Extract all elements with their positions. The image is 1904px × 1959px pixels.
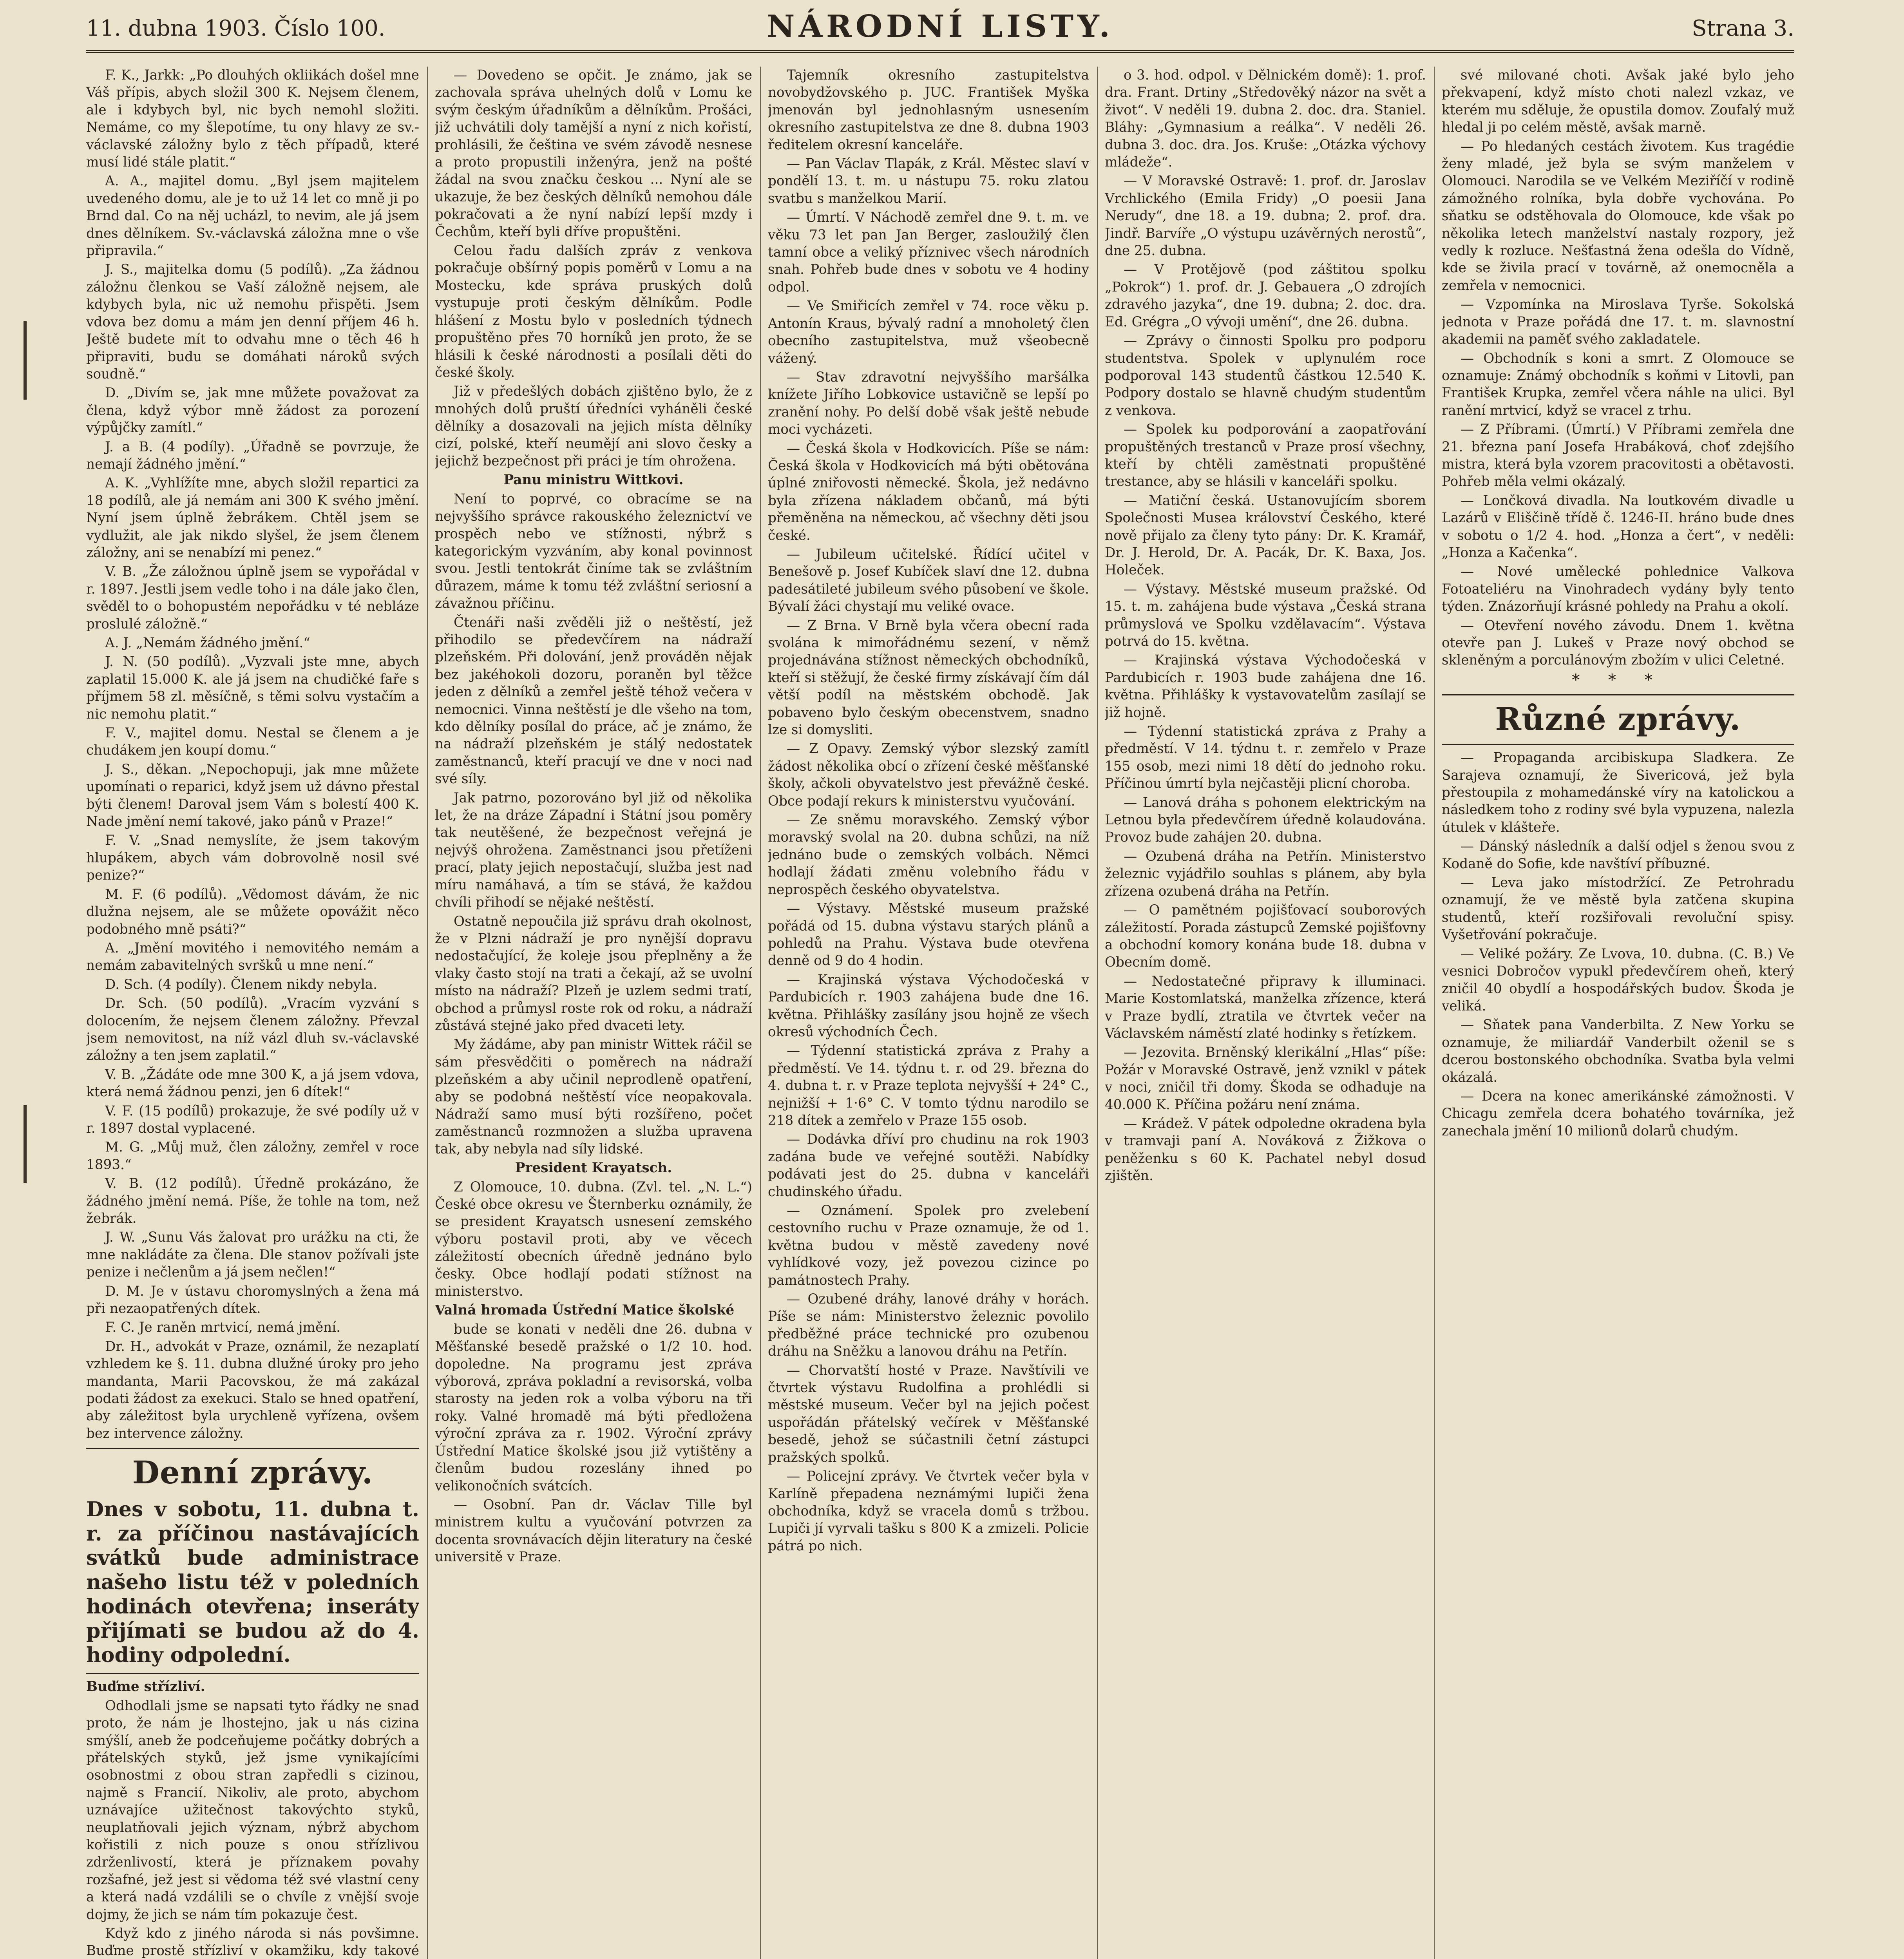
paragraph: — Úmrtí. V Náchodě zemřel dne 9. t. m. ve věku 73 let pan Jan Berger, zasloužilý člen tamní obce a veliký příznivec všech národních snah. Pohřeb bude dnes v sobotu ve 4 hodiny odpol. (768, 210, 1089, 295)
paragraph: o 3. hod. odpol. v Dělnickém domě): 1. prof. dra. Frant. Drtiny „Středověký názor na svět a život“. V neděli 19. dubna 2. doc. dra. Staniel. Bláhy: „Gymnasium a reálka“. V neděli 26. dubna 3. doc. dra. Jos. Kruše: „Otázka výchovy mládeže“. (1105, 67, 1426, 170)
misc-news-list (1442, 749, 1794, 1140)
paragraph: — Chorvatští hosté v Praze. Navštívili ve čtvrtek výstavu Rudolfina a prohlédli si městské museum. Večer byl na jejich počest uspořádán přátelský večírek v Měšťanské besedě, jehož se súčastnili četní zástupci pražských spolků. (768, 1362, 1089, 1465)
column-1 (86, 67, 419, 1959)
article-heading: President Krayatsch. (515, 1160, 672, 1176)
paragraph: — O pamětném pojišťovací souborových záležitostí. Porada zástupců Zemské pojišťovny a obchodní komory konána bude 18. dubna v Obecním domě. (1105, 902, 1426, 970)
section-title-denni-zpravy: Denní zprávy. (132, 1454, 373, 1491)
paragraph: — Spolek ku podporování a zaopatřování propuštěných trestanců v Praze prosí všechny, kteří by chtěli zaměstnati propuštěné trestance, aby se hlásili v kanceláři spolku. (1105, 422, 1426, 490)
paragraph: — Výstavy. Městské museum pražské. Od 15. t. m. zahájena bude výstava „Česká strana průmyslová ve Spolku vzdělavacím“. Výstava potrvá do 15. května. (1105, 581, 1426, 649)
column-3 (768, 67, 1089, 1959)
paragraph: V. F. (15 podílů) prokazuje, že své podíly už v r. 1897 dostal vyplacené. (86, 1103, 419, 1136)
paragraph: Ostatně nepoučila již správu drah okolnost, že v Plzni nádraží je pro nynější dopravu nedostačující, že koleje jsou přeplněny a že vlaky často stojí na trati a čekají, až se uvolní místo na nádraží? Plzeň je uzlem sedmi tratí, obchod a průmysl roste rok od roku, a nádraží zůstává stejné jako před dvaceti lety. (435, 913, 752, 1034)
paragraph: — Dánský následník a další odjel s ženou svou z Kodaně do Sofie, kde navštíví příbuzné. (1442, 838, 1794, 872)
paragraph: Tajemník okresního zastupitelstva novobydžovského p. JUC. František Myška jmenován byl jednohlasným usnesením okresního zastupitelstva ze dne 8. dubna 1903 ředitelem okresní kanceláře. (768, 67, 1089, 153)
paragraph: Celou řadu dalších zpráv z venkova pokračuje obšírný popis poměrů v Lomu a na Mostecku, kde správa pruských dolů vystupuje proti českým dělníkům. Podle hlášení z Mostu bylo v posledních týdnech propuštěno přes 70 horníků jen proto, že se hlásili k české národnosti a posílali děti do české školy. (435, 243, 752, 380)
paragraph: D. Sch. (4 podíly). Členem nikdy nebyla. (105, 976, 378, 992)
article-body (435, 491, 752, 1158)
paragraph: V. B. „Žádáte ode mne 300 K, a já jsem vdova, která nemá žádnou penzi, jen 6 dítek!“ (86, 1066, 419, 1100)
paragraph: — Zprávy o činnosti Spolku pro podporu studentstva. Spolek v uplynulém roce podporoval 143 studentů částkou 12.540 K. Podpory dostalo se hlavně chudým studentům z venkova. (1105, 333, 1426, 418)
reply-list (86, 67, 419, 1442)
paragraph: — Policejní zprávy. Ve čtvrtek večer byla v Karlíně přepadena neznámými lupiči žena obchodníka, když se vracela domů s tržbou. Lupiči jí vyrvali tašku s 800 K a zmizeli. Policie pátrá po nich. (768, 1468, 1089, 1554)
masthead (86, 7, 1794, 53)
paragraph: — Jubileum učitelské. Řídící učitel v Benešově p. Josef Kubíček slaví dne 12. dubna padesátileté jubileum svého působení ve škole. Bývalí žáci chystají mu veliké ovace. (768, 546, 1089, 615)
paragraph: F. K., Jarkk: „Po dlouhých okliikách došel mne Váš přípis, abych složil 300 K. Nejsem členem, ale i kdybych byl, nic bych nemohl složiti. Nemáme, co my šlepotíme, tu ony hlavy ze sv.-václavské záložny bylo z těch případů, které musí lidé stále platit.“ (86, 67, 419, 170)
paragraph: — Z Opavy. Zemský výbor slezský zamítl žádost několika obcí o zřízení české měšťanské školy, ačkoli obyvatelstvo jest převážně české. Obce podají rekurs k ministerstvu vyučování. (768, 741, 1089, 809)
paragraph: — Ve Smiřicích zemřel v 74. roce věku p. Antonín Kraus, bývalý radní a mnoholetý člen obecního zastupitelstva, muž všeobecně vážený. (768, 298, 1089, 366)
paragraph: — Sňatek pana Vanderbilta. Z New Yorku se oznamuje, že miliardář Vanderbilt oženil se s dcerou bostonského obchodníka. Svatba byla velmi okázalá. (1442, 1017, 1794, 1085)
paragraph: — Obchodník s koni a smrt. Z Olomouce se oznamuje: Známý obchodník s koňmi v Litovli, pan František Krupka, zemřel včera náhle na ulici. Byl ranění mrtvicí, když se vracel z trhu. (1442, 350, 1794, 418)
paragraph: své milované choti. Avšak jaké bylo jeho překvapení, když místo choti nalezl vzkaz, ve kterém mu sděluje, že opustila domov. Zoufalý muž hledal ji po celém městě, avšak marně. (1442, 67, 1794, 136)
paragraph: Z Olomouce, 10. dubna. (Zvl. tel. „N. L.“) České obce okresu ve Šternberku oznámily, že se president Krayatsch usnesení zemského výboru postavil proti, aby ve věcech záležitostí obecních úředně jednáno bylo česky. Obce hodlají podati stížnost na ministerstvo. (435, 1179, 752, 1300)
paragraph: — Oznámení. Spolek pro zvelebení cestovního ruchu v Praze oznamuje, že od 1. května budou v městě zavedeny nové vyhlídkové vozy, jež povezou cizince po památnostech Prahy. (768, 1203, 1089, 1288)
paragraph: V. B. „Že záložnou úplně jsem se vypořádal v r. 1897. Jestli jsem vedle toho i na dále jako člen, svěděl to o bohopustém nepořádku v té nebláze proslulé záložně.“ (86, 564, 419, 632)
paragraph: — V Moravské Ostravě: 1. prof. dr. Jaroslav Vrchlického (Emila Fridy) „O poesii Jana Nerudy“, dne 18. a 19. dubna; 2. prof. dra. Jindř. Barvíře „O výstupu uzávěrných nerostů“, dne 25. dubna. (1105, 173, 1426, 259)
paragraph: — Veliké požáry. Ze Lvova, 10. dubna. (C. B.) Ve vesnici Dobročov vypukl předevčírem oheň, který zničil 40 obydlí a hospodářských budov. Škoda je veliká. (1442, 946, 1794, 1014)
paragraph: J. N. (50 podílů). „Vyzvali jste mne, abych zaplatil 15.000 K. ale já jsem na chudičké faře s příjmem 58 zl. měsíčně, s těmi solvu vystačím a nic nemohu platit.“ (86, 654, 419, 722)
paragraph: A. J. „Nemám žádného jmění.“ (105, 635, 310, 651)
paragraph: J. S., děkan. „Nepochopuji, jak mne můžete upomínati o reparici, když jsem už dávno přestal býti členem! Daroval jsem Vám s bolestí 400 K. Nade jmění nemí takové, jako pánů v Praze!“ (86, 761, 419, 830)
paragraph: — Pan Václav Tlapák, z Král. Městec slaví v pondělí 13. t. m. u nástupu 75. roku zlatou svatbu s manželkou Marií. (768, 156, 1089, 206)
paragraph: My žádáme, aby pan ministr Wittek ráčil se sám přesvědčiti o poměrech na nádraží plzeňském a aby učinil neprodleně opatření, aby se podobná neštěstí více neopakovala. Nádraží samo musí býti rozšířeno, počet zaměstnanců rozmnožen a služba upravena tak, aby nebyla nad síly lidské. (435, 1037, 752, 1157)
paragraph: — Z Příbrami. (Úmrtí.) V Příbrami zemřela dne 21. března paní Josefa Hrabáková, choť zdejšího mistra, která byla vzorem pracovitosti a obětavosti. Pohřeb měla velmi okázalý. (1442, 422, 1794, 490)
paragraph: J. a B. (4 podíly). „Úřadně se povrzuje, že nemají žádného jmění.“ (86, 439, 419, 472)
paragraph: — Z Brna. V Brně byla včera obecní rada svolána k mimořádnému sezení, v němž projednávána stížnost německých obchodníků, kteří si stěžují, že české firmy získávají čím dál větší podíl na městském obchodě. Jak pobaveno bylo českým obecenstvem, snadno lze si domysliti. (768, 617, 1089, 738)
column-rule (760, 67, 761, 1959)
section-title-ruzne-zpravy: Různé zprávy. (1495, 701, 1741, 738)
paragraph: Dr. Sch. (50 podílů). „Vracím vyzvání s dolocením, že nejsem členem záložny. Převzal jsem nemovitost, na níž vázl dluh sv.-václavské záložny a ten jsem zaplatil.“ (86, 996, 419, 1064)
binding-edge (24, 86, 35, 1959)
column-rule (1097, 67, 1098, 1959)
paragraph: — Dcera na konec amerikánské zámožnosti. V Chicagu zemřela dcera bohatého továrníka, jež zanechala jmění 10 milionů dolarů chudým. (1442, 1088, 1794, 1139)
news-list (768, 67, 1089, 1555)
paragraph: — Dovedeno se opčit. Je známo, jak se zachovala správa uhelných dolů v Lomu ke svým českým úřadníkům a dělníkům. Prošáci, již uchvátili doly tamější a nyní z nich kořistí, prohlásili, že čeština ve svém závodě nesnese a proto propustili inženýra, jenž na pošté žádal na svou značku českou ... Nyní ale se ukazuje, že bez českých dělníků nemohou dále pokračovati a že nyní nabízí lepší mzdy i Čechům, kteří byli dříve propuštěni. (435, 67, 752, 240)
paragraph: F. V., majitel domu. Nestal se členem a je chudákem jen koupí domu.“ (86, 725, 419, 759)
column-rule (427, 67, 428, 1959)
paragraph: — Nové umělecké pohlednice Valkova Fotoateliéru na Vinohradech vydány byly tento týden. Znázorňují krásné pohledy na Prahu a okolí. (1442, 564, 1794, 615)
paragraph: — Stav zdravotní nejvyššího maršálka knížete Jiřího Lobkovice ustavičně se lepší po zranění nohy. Po delší době však ještě nebude moci vycházeti. (768, 369, 1089, 438)
paragraph: — Vzpomínka na Miroslava Tyrše. Sokolská jednota v Praze pořádá dne 17. t. m. slavnostní akademii na paměť svého zakladatele. (1442, 297, 1794, 348)
paragraph: Odhodlali jsme se napsati tyto řádky ne snad proto, že nám je lhostejno, jak u nás cizina smýšlí, aneb že podceňujeme počátky dobrých a přátelských styků, jež jsme vynikajícími osobnostmi z obou stran zapředli s cizinou, najmě s Francií. Nikoliv, ale proto, abychom uznávajíce užitečnost takovýchto styků, neuplatňovali jejich význam, nýbrž abychom kořistili z nich pouze s onou střízlivou zdrženlivostí, která je příznakem povahy rozšafné, jež jest si vědoma též své vlastní ceny a která nadá vzdálili se o chvíle z vnější svoje dojmy, že jich se nám tím pokazuje čest. (86, 1698, 419, 1923)
paragraph: — V Protějově (pod záštitou spolku „Pokrok“) 1. prof. dr. J. Gebauera „O zdrojích zdravého jazyka“, dne 19. dubna; 2. doc. dra. Ed. Grégra „O vývoji umění“, dne 26. dubna. (1105, 262, 1426, 330)
paragraph: F. C. Je raněn mrtvicí, nemá jmění. (105, 1320, 341, 1336)
news-list (1442, 67, 1794, 669)
paragraph: — Matiční česká. Ustanovujícím sborem Společnosti Musea království Českého, které nově přijalo za členy tyto pány: Dr. K. Kramář, Dr. J. Herold, Dr. A. Pacák, Dr. K. Baxa, Jos. Holeček. (1105, 492, 1426, 578)
paragraph: — Krádež. V pátek odpoledne okradena byla v tramvaji paní A. Nováková z Žižkova o peněženku s 60 K. Pachatel nebyl dosud zjištěn. (1105, 1115, 1426, 1184)
paragraph: — Leva jako místodržící. Ze Petrohradu oznamují, že ve městě byla zatčena skupina studentů, kteří rozšiřovali revoluční spisy. Vyšetřování pokračuje. (1442, 875, 1794, 943)
paragraph: Když kdo z jiného národa si nás povšimne. Buďme prostě střízliví v okamžiku, kdy takové (86, 1925, 419, 1959)
paragraph: — Po hledaných cestách životem. Kus tragédie ženy mladé, jež byla se svým manželem v Olomouci. Narodila se ve Velkém Meziříčí v rodině zámožného rolníka, byla dobře vychována. Po sňatku se odstěhovala do Olomouce, kde však po několika letech manželství nastaly rozpory, jež vedly k rozluce. Nešťastná žena odešla do Vídně, kde se živila prací v továrně, až onemocněla a zemřela v nemocnici. (1442, 138, 1794, 293)
column-4 (1105, 67, 1426, 1959)
paragraph: — Výstavy. Městské museum pražské pořádá od 15. dubna výstavu starých plánů a pohledů na Prahu. Výstava bude otevřena denně od 9 do 4 hodin. (768, 901, 1089, 969)
paragraph: — Lanová dráha s pohonem elektrickým na Letnou byla předevčírem úředně kolaudována. Provoz bude zahájen 20. dubna. (1105, 795, 1426, 846)
paragraph: — Lončková divadla. Na loutkovém divadle u Lazárů v Eliščině třídě č. 1246-II. hráno bude dnes v sobotu o 1/2 4. hod. „Honza a čert“, v neděli: „Honza a Kačenka“. (1442, 492, 1794, 561)
article-heading: Valná hromada Ústřední Matice školské (435, 1302, 735, 1318)
article-body (435, 1496, 752, 1566)
paragraph: Čtenáři naši zvěděli již o neštěstí, jež přihodilo se předevčírem na nádraží plzeňském. Při dolování, jenž prováděn nějak bez jakéhokoli dozoru, poraněn byl těžce jeden z dělníků a zemřel ještě téhož večera v nemocnici. Vinna neštěstí je dle všeho na tom, kdo dělníky posílal do práce, ač je známo, že na nádraží plzeňském je stálý nedostatek zaměstnanců, kteří pracují ve dne v noci nad své síly. (435, 614, 752, 787)
newspaper-title: NÁRODNÍ LISTY. (767, 9, 1114, 44)
paragraph: — Týdenní statistická zpráva z Prahy a předměstí. V 14. týdnu t. r. zemřelo v Praze 155 osob, mezi nimi 18 dětí do jednoho roku. Příčinou úmrtí byla nejčastěji plicní choroba. (1105, 724, 1426, 792)
paragraph: V. B. (12 podílů). Úředně prokázáno, že žádného jmění nemá. Píše, že tohle na tom, než žebrák. (86, 1176, 419, 1226)
paragraph: — Dodávka dříví pro chudinu na rok 1903 zadána bude ve veřejné soutěži. Nabídky podávati jest do 25. dubna v kanceláři chudinského úřadu. (768, 1132, 1089, 1200)
paragraph: A. „Jmění movitého i nemovitého nemám a nemám zabavitelných svršků u mne není.“ (86, 940, 419, 974)
paragraph: — Nedostatečné připravy k illuminaci. Marie Kostomlatská, manželka zřízence, která v Praze bydlí, ztratila ve čtvrtek večer na Václavském náměstí zlaté hodinky s řetízkem. (1105, 973, 1426, 1041)
paragraph: F. V. „Snad nemyslíte, že jsem takovým hlupákem, abych vám dobrovolně nosil své penize?“ (86, 833, 419, 884)
paragraph: — Ze sněmu moravského. Zemský výbor moravský svolal na 20. dubna schůzi, na níž jednáno bude o zemských volbách. Němci hodlají žádati změnu volebního řádu v neprospěch českého obyvatelstva. (768, 812, 1089, 898)
separator-stars: * * * (1572, 671, 1664, 689)
article-heading: Panu ministru Wittkovi. (503, 472, 684, 488)
column-2 (435, 67, 752, 1959)
column-rule (1434, 67, 1435, 1959)
article-body (86, 1697, 419, 1959)
paragraph: — Ozubené dráhy, lanové dráhy v horách. Píše se nám: Ministerstvo železnic povolilo předběžné práce technické pro ozubenou dráhu na Sněžku a lanovou dráhu na Petřín. (768, 1291, 1089, 1360)
column-5 (1442, 67, 1794, 1959)
paragraph: — Otevření nového závodu. Dnem 1. května otevře pan J. Lukeš v Praze nový obchod se skleněným a porculánovým zbožím v ulici Celetné. (1442, 617, 1794, 668)
paragraph: J. S., majitelka domu (5 podílů). „Za žádnou záložnu členkou se Vaší záložně nejsem, ale kdybych byla, nic už nemohu přispěti. Jsem vdova bez domu a mám jen denní příjem 46 h. Ještě budete mít to odvahu mne o těch 46 h připraviti, budu se domáhati nároků svých soudně.“ (86, 262, 419, 382)
paragraph: Není to poprvé, co obracíme se na nejvyššího správce rakouského železnictví ve prospěch nebo ve stížnosti, nýbrž s kategorickým vyzváním, aby konal povinnost svou. Jestli tentokrát činíme tak se zvláštním důrazem, máme k tomu též zvláštní seriosní a závažnou příčinu. (435, 491, 752, 612)
news-list (1105, 67, 1426, 1185)
paragraph: — Ozubená dráha na Petřín. Ministerstvo železnic vyjádřilo souhlas s plánem, aby byla zřízena ozubená dráha na Petřín. (1105, 848, 1426, 899)
paragraph: D. M. Je v ústavu choromyslných a žena má při nezaopatřených dítek. (86, 1283, 419, 1317)
paragraph: A. K. „Vyhlížíte mne, abych složil repartici za 18 podílů, ale já nemám ani 300 K svého jmění. Nyní jsem úplně žebrákem. Chtěl jsem se vydlužit, ale jak nikdo slyšel, že jsem členem záložny, ani se nenabízí mi penez.“ (86, 475, 419, 561)
administration-notice: Dnes v sobotu, 11. dubna t. r. za příčinou nastávajících svátků bude administrace našeho listu též v poledních hodinách otevřena; inseráty přijímati se budou až do 4. hodiny odpolední. (86, 1497, 419, 1668)
issue-date: 11. dubna 1903. Číslo 100. (86, 16, 386, 41)
paragraph: J. W. „Sunu Vás žalovat pro urážku na cti, že mne nakládáte za člena. Dle stanov požívali jste penize i nečlenům a já jsem nečlen!“ (86, 1229, 419, 1280)
paragraph: Jak patrno, pozorováno byl již od několika let, že na dráze Západní i Státní jsou poměry tak neutěšené, že bezpečnost veřejná je nejvýš ohrožena. Zaměstnanci jsou přetíženi prací, platy jejich nepostačují, služba jest nad míru namáhavá, a tím se stává, že každou chvíli přihodí se nějaké neštěstí. (435, 790, 752, 911)
paragraph: — Jezovita. Brněnský klerikální „Hlas“ píše: Požár v Moravské Ostravě, jenž vznikl v pátek v noci, zničil tři domy. Škoda se odhaduje na 40.000 K. Příčina požáru není známa. (1105, 1045, 1426, 1113)
paragraph: A. A., majitel domu. „Byl jsem majitelem uvedeného domu, ale je to už 14 let co mně ji po Brnd dal. Co na něj ucházl, to nevim, ale já jsem dnes dělníkem. Sv.-václavská záložna mne o vše připravila.“ (86, 173, 419, 259)
paragraph: D. „Divím se, jak mne můžete považovat za člena, když výbor mně žádost za porození výpůjčky zamítl.“ (86, 385, 419, 436)
paragraph: M. F. (6 podílů). „Vědomost dávám, že nic dlužna nejsem, ale se můžete opovážit něco podobného mně psáti?“ (86, 886, 419, 937)
article-heading: Buďme střízliví. (86, 1679, 205, 1695)
article-body (435, 1321, 752, 1495)
paragraph: bude se konati v neděli dne 26. dubna v Měšťanské besedě pražské o 1/2 10. hod. dopoledne. Na programu jest zpráva výborová, zpráva pokladní a revisorská, volba starosty na jeden rok a volba výboru na tři roky. Valné hromadě má býti předložena výroční zpráva za r. 1902. Výroční zprávy Ústřední Matice školské jsou již vytištěny a členům budou rozeslány ihned po velikonočních svátcích. (435, 1321, 752, 1494)
paragraph: Dr. H., advokát v Praze, oznámil, že nezaplatí vzhledem ke §. 11. dubna dlužné úroky pro jeho mandanta, Marii Pacovskou, že má zakázal podati žádost za exekuci. Stalo se hned opatření, aby záležitost byla urychleně vyřízena, ovšem bez intervence záložny. (86, 1338, 419, 1441)
paragraph: Již v předešlých dobách zjištěno bylo, že z mnohých dolů pruští úředníci vyháněli české dělníky a dosazovali na jejich místa dělníky cizí, polské, kteří neumějí ani slovo česky a jejichž bezpečnost při práci je tím ohrožena. (435, 384, 752, 469)
paragraph: — Osobní. Pan dr. Václav Tille byl ministrem kultu a vyučování potvrzen za docenta srovnávacích dějin literatury na české universitě v Praze. (435, 1497, 752, 1565)
news-list (435, 67, 752, 470)
paragraph: M. G. „Můj muž, člen záložny, zemřel v roce 1893.“ (86, 1139, 419, 1173)
paragraph: — Krajinská výstava Východočeská v Pardubicích r. 1903 bude zahájena dne 16. května. Přihlášky k vystavovatelům zasílají se již hojně. (1105, 652, 1426, 721)
paragraph: — Česká škola v Hodkovicích. Píše se nám: Česká škola v Hodkovicích má býti obětována úplné zniřovosti německé. Škola, jež nedávno byla zřízena nákladem občanů, má býti přeměněna na německou, ač všechny děti jsou české. (768, 440, 1089, 543)
page-number: Strana 3. (1692, 16, 1794, 41)
paragraph: — Krajinská výstava Východočeská v Pardubicích r. 1903 zahájena bude dne 16. května. Přihlášky zasílány jsou hojně ze všech okresů východních Čech. (768, 972, 1089, 1040)
article-body (435, 1179, 752, 1300)
paragraph: — Týdenní statistická zpráva z Prahy a předměstí. Ve 14. týdnu t. r. od 29. března do 4. dubna t. r. v Praze teplota nejvyšší + 24° C., nejnižší + 1·6° C. V tomto týdnu narodilo se 218 dítek a zemřelo v Praze 155 osob. (768, 1043, 1089, 1128)
paragraph: — Propaganda arcibiskupa Sladkera. Ze Sarajeva oznamují, že Sivericová, jež byla přestoupila z mohamedánské víry na katolickou a následkem toho z rodiny své byla vypuzena, nalezla útulek v klášteře. (1442, 750, 1794, 835)
